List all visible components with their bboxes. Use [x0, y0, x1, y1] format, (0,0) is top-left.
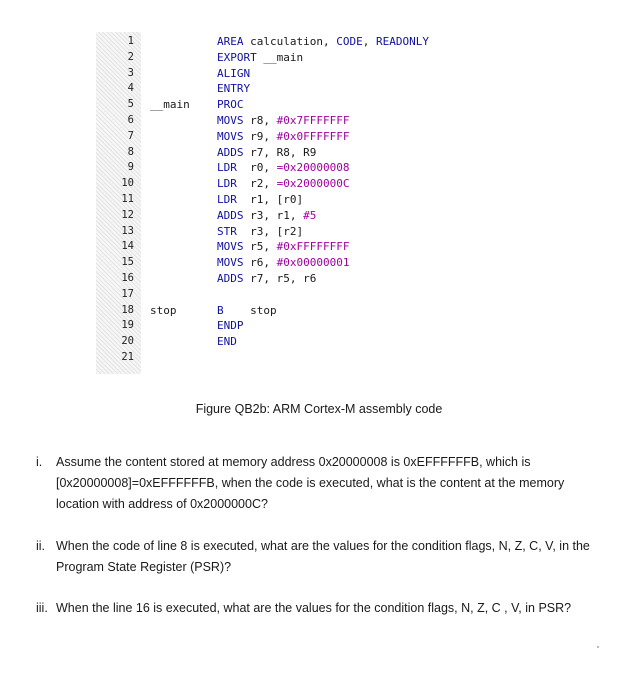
decorative-dot — [597, 646, 599, 648]
question-marker: ii. — [36, 539, 46, 553]
line-number: 8 — [127, 145, 134, 158]
code-line — [150, 50, 570, 66]
code-line — [150, 176, 570, 192]
code-line — [150, 192, 570, 208]
code-instruction: PROC — [217, 98, 244, 112]
line-number: 15 — [121, 256, 134, 269]
code-instruction: MOVS r9, #0x0FFFFFFF — [217, 129, 350, 143]
line-number: 3 — [127, 66, 134, 79]
code-line — [150, 129, 570, 145]
code-line — [150, 318, 570, 334]
line-number: 19 — [121, 319, 134, 332]
line-number: 20 — [121, 335, 134, 348]
code-instruction: ADDS r7, R8, R9 — [217, 145, 317, 159]
code-instruction: ADDS r7, r5, r6 — [217, 271, 317, 285]
code-instruction: ENTRY — [217, 82, 251, 96]
code-line — [150, 239, 570, 255]
question-text: When the line 16 is executed, what are the values for the condition flags, N, Z, C , V, in PSR? — [56, 601, 572, 615]
code-line — [150, 160, 570, 176]
code-instruction: MOVS r5, #0xFFFFFFFF — [217, 240, 350, 254]
line-number: 5 — [127, 98, 134, 111]
question-i — [36, 452, 596, 515]
code-label: __main — [150, 98, 190, 112]
line-number: 7 — [127, 129, 134, 142]
question-text: Assume the content stored at memory address 0x20000008 is 0xEFFFFFFB, which is [0x20000008]=0xEFFFFFFB, when the code is executed, what is the content at the memory location with address of 0x2000000C? — [56, 455, 565, 511]
line-number: 9 — [127, 161, 134, 174]
code-label: stop — [150, 303, 177, 317]
code-line — [150, 334, 570, 350]
code-instruction: B stop — [217, 303, 277, 317]
code-line — [150, 224, 570, 240]
code-instruction: ENDP — [217, 319, 244, 333]
question-iii — [36, 598, 596, 619]
line-number: 6 — [127, 113, 134, 126]
code-instruction: MOVS r8, #0x7FFFFFFF — [217, 113, 350, 127]
code-line — [150, 271, 570, 287]
code-line — [150, 113, 570, 129]
code-instruction: END — [217, 335, 237, 349]
code-instruction: LDR r1, [r0] — [217, 192, 304, 206]
code-line — [150, 66, 570, 82]
code-line — [150, 350, 570, 366]
line-number: 16 — [121, 271, 134, 284]
question-marker: iii. — [36, 601, 48, 615]
code-instruction: EXPORT __main — [217, 50, 304, 64]
line-number: 12 — [121, 208, 134, 221]
code-line — [150, 97, 570, 113]
code-line — [150, 255, 570, 271]
question-text: When the code of line 8 is executed, what are the values for the condition flags, N, Z, C, V, in the Program State Register (PSR)? — [56, 539, 590, 574]
code-line — [150, 303, 570, 319]
line-number: 21 — [121, 350, 134, 363]
code-instruction: ADDS r3, r1, #5 — [217, 208, 317, 222]
line-number: 17 — [121, 287, 134, 300]
code-instruction: AREA calculation, CODE, READONLY — [217, 35, 429, 48]
code-line — [150, 208, 570, 224]
line-number: 11 — [121, 192, 134, 205]
line-number: 14 — [121, 240, 134, 253]
code-instruction: LDR r0, =0x20000008 — [217, 161, 350, 175]
line-number: 10 — [121, 177, 134, 190]
line-number: 1 — [127, 35, 134, 47]
code-instruction: STR r3, [r2] — [217, 224, 304, 238]
question-ii — [36, 536, 596, 578]
line-number: 13 — [121, 224, 134, 237]
code-line — [150, 145, 570, 161]
code-listing — [150, 34, 570, 366]
line-number: 2 — [127, 50, 134, 63]
line-number: 4 — [127, 82, 134, 95]
code-line — [150, 287, 570, 303]
code-instruction: MOVS r6, #0x00000001 — [217, 256, 350, 270]
question-marker: i. — [36, 455, 43, 469]
code-instruction: LDR r2, =0x2000000C — [217, 177, 350, 191]
code-line — [150, 81, 570, 97]
code-line — [150, 34, 570, 50]
code-instruction: ALIGN — [217, 66, 251, 80]
line-number: 18 — [121, 303, 134, 316]
figure-caption: Figure QB2b: ARM Cortex-M assembly code — [195, 402, 443, 416]
line-numbers — [96, 34, 134, 366]
